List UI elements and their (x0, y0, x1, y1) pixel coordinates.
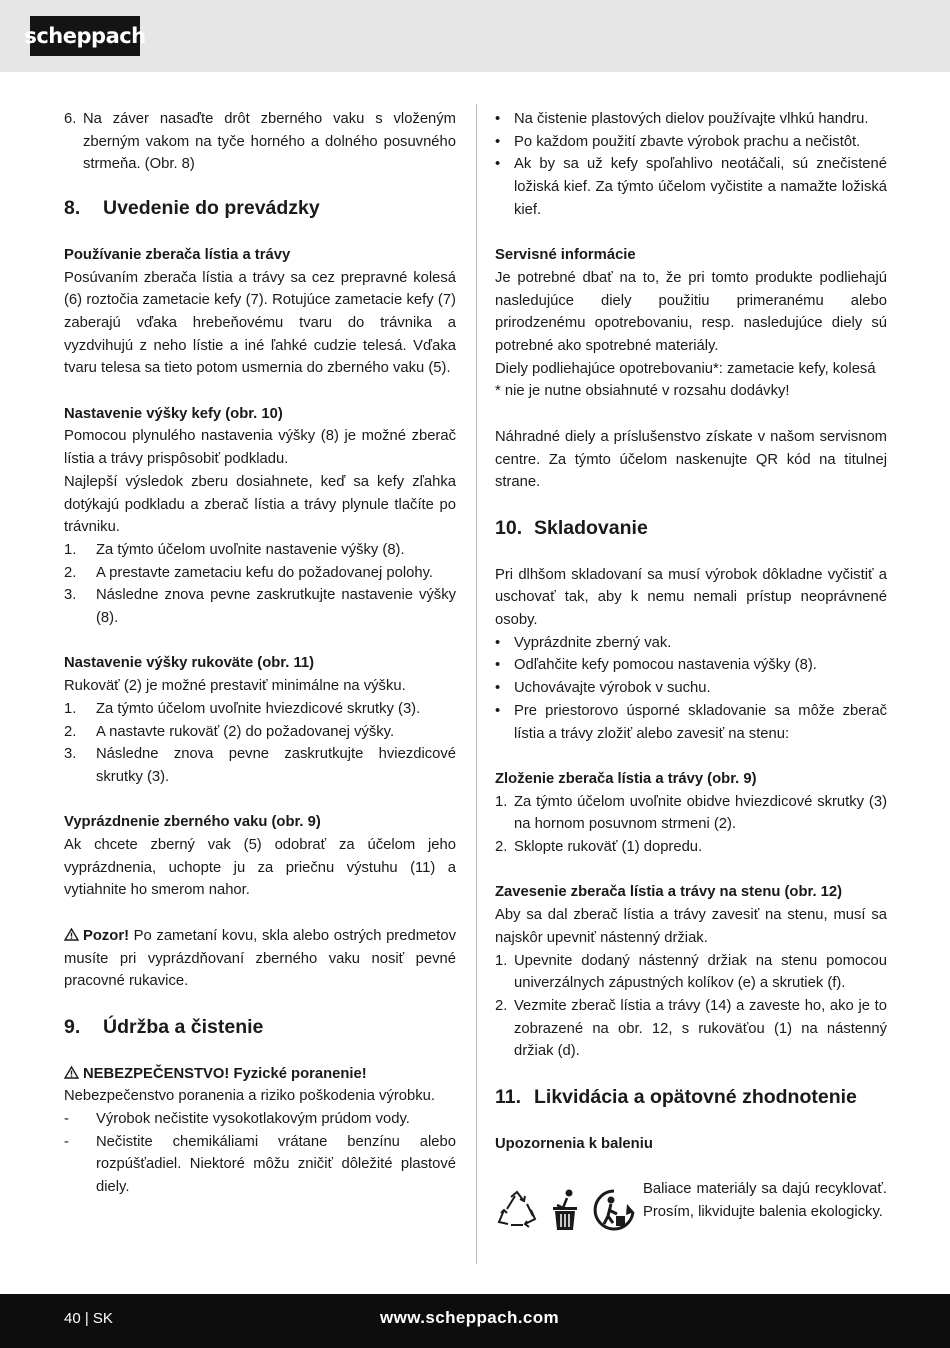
paragraph-brush-height-2: Najlepší výsledok zberu dosiahnete, keď sa kefy zľahka dotýkajú podkladu a zberač lístia a trávy plynule tlačíte po trávniku. (64, 473, 456, 536)
packaging-icons (495, 1178, 643, 1232)
paragraph-service-4: Náhradné diely a príslušenstvo získate v našom servisnom centre. Za týmto účelom naskenujte QR kód na titulnej strane. (495, 428, 887, 491)
subheading-service: Servisné informácie (495, 247, 636, 264)
list-item: 3. Následne znova pevne zaskrutkujte hviezdicové skrutky (3). (64, 746, 456, 785)
left-column (64, 108, 456, 1199)
subheading-brush-height: Nastavenie výšky kefy (obr. 10) (64, 405, 283, 422)
dispose-properly-icon (591, 1188, 637, 1232)
warning-triangle-icon (64, 928, 79, 941)
list-item: 2. A nastavte rukoväť (2) do požadovanej výšky. (64, 723, 395, 740)
subheading-hang: Zavesenie zberača lístia a trávy na stenu (obr. 12) (495, 884, 843, 901)
paragraph-storage: Pri dlhšom skladovaní sa musí výrobok dôkladne vyčistiť a uschovať tak, aby k nemu nemali prístup neoprávnené osoby. (495, 566, 887, 629)
list-item: • Ak by sa už kefy spoľahlivo neotáčali, sú znečistené ložiská kief. Za týmto účelom vyčistite a namažte ložiská kief. (495, 156, 887, 218)
paragraph-empty-bag: Ak chcete zberný vak (5) odobrať za účelom jeho vyprázdnenia, uchopte ju za priečnu výstuhu (11) a vytiahnite ho smerom nahor. (64, 837, 456, 899)
header-bar (0, 0, 950, 72)
caution-note: Pozor! Po zametaní kovu, skla alebo ostrých predmetov musíte pri vyprázdňovaní zberného vaku nosiť pevné pracovné rukavice. (64, 927, 456, 990)
packaging-note (495, 1178, 887, 1232)
subheading-use: Používanie zberača lístia a trávy (64, 246, 291, 263)
list-item: • Vyprázdnite zberný vak. (495, 634, 672, 651)
list-item: • Odľahčite kefy pomocou nastavenia výšky (8). (495, 657, 817, 674)
list-item: 1. Upevnite dodaný nástenný držiak na stenu pomocou univerzálnych zápustných kolíkov (e) a skrutiek (f). (495, 952, 887, 992)
paragraph-service-1: Je potrebné dbať na to, že pri tomto produkte podliehajú nasledujúce diely použitiu primeranému alebo prirodzenému opotrebovaniu, resp. nasledujúce diely sú potrebné ako spotrebné materiály. (495, 269, 887, 355)
list-item: 1. Za týmto účelom uvoľnite hviezdicové skrutky (3). (64, 700, 421, 717)
recycle-icon (495, 1188, 539, 1232)
paragraph-service-3: * nie je nutne obsiahnuté v rozsahu dodávky! (495, 383, 790, 400)
section-heading-8: 8. Uvedenie do prevádzky (64, 197, 320, 220)
warning-triangle-icon (64, 1066, 79, 1079)
list-item: 2. Vezmite zberač lístia a trávy (14) a zaveste ho, ako je to zobrazené na obr. 12, s rukoväťou (1) na nástenný držiak (d). (495, 997, 887, 1060)
list-item: • Uchovávajte výrobok v suchu. (495, 680, 711, 697)
danger-heading: NEBEZPEČENSTVO! Fyzické poranenie! (64, 1063, 456, 1086)
section-heading-10: 10. Skladovanie (495, 516, 648, 539)
paragraph-packaging: Baliace materiály sa dajú recyklovať. Prosím, likvidujte balenia ekologicky. (643, 1181, 887, 1220)
list-item: 1. Za týmto účelom uvoľnite obidve hviezdicové skrutky (3) na hornom posuvnom strmeni (2). (495, 793, 887, 833)
subheading-packaging: Upozornenia k baleniu (495, 1135, 653, 1152)
brand-logo: scheppach (30, 16, 140, 56)
paragraph-handle-height: Rukoväť (2) je možné prestaviť minimálne na výšku. (64, 678, 406, 695)
paragraph-danger: Nebezpečenstvo poranenia a riziko poškodenia výrobku. (64, 1088, 435, 1105)
list-item: 3. Následne znova pevne zaskrutkujte nastavenie výšky (8). (64, 587, 456, 627)
paragraph-hang: Aby sa dal zberač lístia a trávy zavesiť na stenu, musí sa najskôr upevniť nástenný držiak. (495, 907, 887, 946)
list-item: - Výrobok nečistite vysokotlakovým prúdom vody. (64, 1111, 410, 1128)
paragraph-brush-height-1: Pomocou plynulého nastavenia výšky (8) je možné zberač lístia a trávy prispôsobiť podkladu. (64, 428, 456, 468)
subheading-fold: Zloženie zberača lístia a trávy (obr. 9) (495, 770, 757, 787)
right-column (495, 108, 887, 1232)
page-number: 40 | SK (64, 1310, 113, 1327)
list-item: • Na čistenie plastových dielov používajte vlhkú handru. (495, 111, 869, 127)
column-divider (476, 104, 477, 1264)
footer-bar (0, 1294, 950, 1348)
section-heading-9: 9. Údržba a čistenie (64, 1015, 264, 1038)
list-item: 2. Sklopte rukoväť (1) dopredu. (495, 839, 703, 856)
website-link[interactable]: www.scheppach.com (380, 1308, 560, 1327)
trash-bin-icon (545, 1188, 585, 1232)
section-heading-11: 11. Likvidácia a opätovné zhodnotenie (495, 1086, 857, 1109)
paragraph-use: Posúvaním zberača lístia a trávy sa cez prepravné kolesá (6) roztočia zametacie kefy (7). Rotujúce zametacie kefy (7) zaberajú vďaka hrebeňovému tvaru do trávnika a vyzdvihujú z neho lístie a iné ľahké cudzie telesá. Vďaka tvaru telesa sa tieto potom usmernia do zberného vaku (5). (64, 269, 456, 377)
list-item: • Pre priestorovo úsporné skladovanie sa môže zberač lístia a trávy zložiť alebo zavesiť na stenu: (495, 702, 887, 742)
list-item: 2. A prestavte zametaciu kefu do požadovanej polohy. (64, 564, 433, 581)
subheading-empty-bag: Vyprázdnenie zberného vaku (obr. 9) (64, 814, 321, 831)
paragraph-service-2: Diely podliehajúce opotrebovaniu*: zametacie kefy, kolesá (495, 360, 876, 377)
subheading-handle-height: Nastavenie výšky rukoväte (obr. 11) (64, 655, 315, 672)
list-item: 6. Na záver nasaďte drôt zberného vaku s vloženým zberným vakom na tyče horného a dolného posuvného strmeňa. (Obr. 8) (64, 111, 456, 173)
list-item: - Nečistite chemikáliami vrátane benzínu alebo rozpúšťadiel. Niektoré môžu zničiť dôležité plastové diely. (64, 1133, 456, 1196)
list-item: • Po každom použití zbavte výrobok prachu a nečistôt. (495, 133, 861, 150)
list-item: 1. Za týmto účelom uvoľnite nastavenie výšky (8). (64, 541, 405, 558)
